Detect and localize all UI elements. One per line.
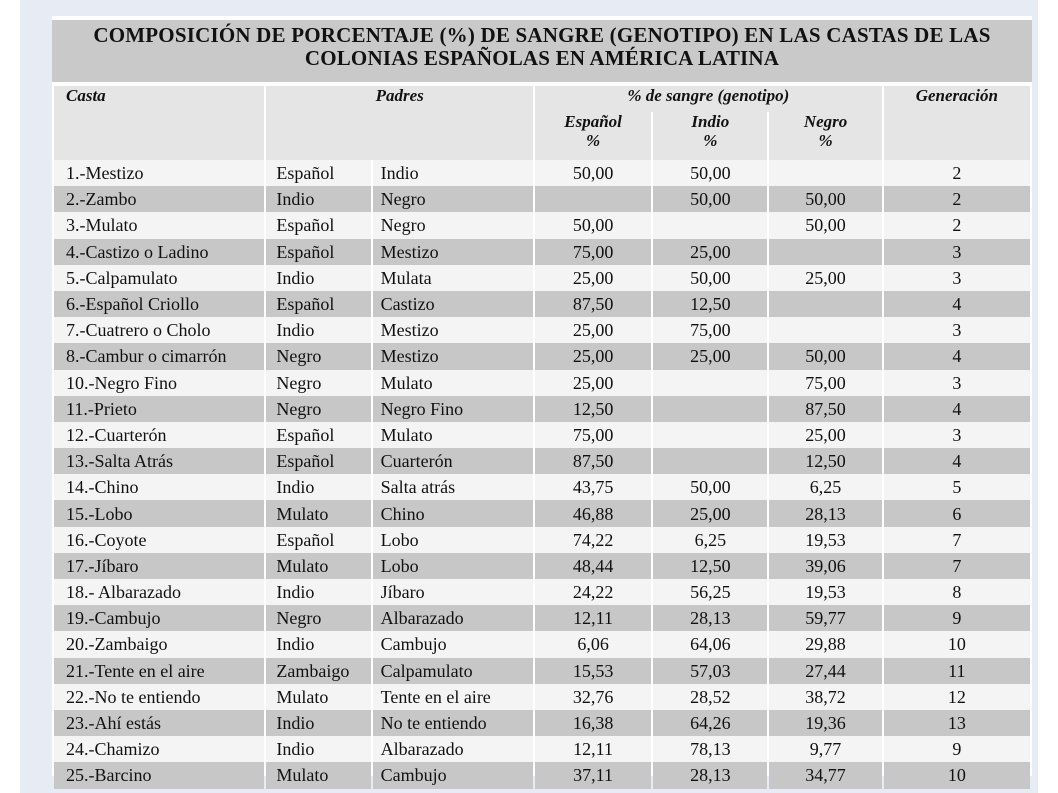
cell-negro-pct: 87,50 — [769, 396, 881, 422]
table-row — [54, 736, 1030, 762]
cell-casta: 13.-Salta Atrás — [54, 448, 264, 474]
cell-casta: 1.-Mestizo — [54, 160, 264, 186]
cell-padre-1: Español — [266, 291, 370, 317]
cell-casta: 24.-Chamizo — [54, 736, 264, 762]
cell-espanol-pct: 25,00 — [535, 370, 651, 396]
cell-espanol-pct: 87,50 — [535, 291, 651, 317]
header-espanol — [535, 112, 651, 160]
cell-indio-pct: 12,50 — [653, 553, 767, 579]
cell-casta: 19.-Cambujo — [54, 605, 264, 631]
cell-padre-2: Cambujo — [373, 631, 533, 657]
cell-espanol-pct: 37,11 — [535, 762, 651, 788]
cell-casta: 11.-Prieto — [54, 396, 264, 422]
cell-padre-2: Negro — [373, 212, 533, 238]
cell-espanol-pct: 32,76 — [535, 684, 651, 710]
cell-negro-pct: 6,25 — [769, 474, 881, 500]
cell-negro-pct: 27,44 — [769, 658, 881, 684]
cell-negro-pct: 59,77 — [769, 605, 881, 631]
cell-negro-pct — [769, 317, 881, 343]
table-row — [54, 396, 1030, 422]
cell-generacion: 4 — [884, 291, 1030, 317]
cell-indio-pct: 28,52 — [653, 684, 767, 710]
cell-padre-1: Zambaigo — [266, 658, 370, 684]
cell-padre-1: Español — [266, 422, 370, 448]
cell-padre-2: Lobo — [373, 553, 533, 579]
cell-espanol-pct: 25,00 — [535, 343, 651, 369]
header-indio-label: Indio — [691, 112, 730, 131]
cell-padre-2: Negro Fino — [373, 396, 533, 422]
cell-padre-2: Salta atrás — [373, 474, 533, 500]
cell-negro-pct: 25,00 — [769, 422, 881, 448]
cell-padre-2: Albarazado — [373, 736, 533, 762]
cell-padre-2: Mulato — [373, 422, 533, 448]
table-row — [54, 527, 1030, 553]
cell-generacion: 7 — [884, 527, 1030, 553]
cell-espanol-pct: 75,00 — [535, 422, 651, 448]
cell-padre-1: Español — [266, 527, 370, 553]
cell-espanol-pct: 6,06 — [535, 631, 651, 657]
header-generacion-blank — [884, 112, 1030, 160]
cell-generacion: 3 — [884, 370, 1030, 396]
cell-casta: 17.-Jíbaro — [54, 553, 264, 579]
header-casta: Casta — [54, 86, 264, 112]
header-espanol-pct: % — [586, 131, 601, 150]
table-row — [54, 160, 1030, 186]
cell-negro-pct: 34,77 — [769, 762, 881, 788]
cell-indio-pct: 57,03 — [653, 658, 767, 684]
cell-padre-1: Español — [266, 212, 370, 238]
cell-padre-1: Español — [266, 239, 370, 265]
cell-padre-2: Chino — [373, 500, 533, 526]
document-page — [52, 16, 1032, 786]
cell-negro-pct: 29,88 — [769, 631, 881, 657]
cell-indio-pct: 50,00 — [653, 160, 767, 186]
cell-espanol-pct: 25,00 — [535, 265, 651, 291]
cell-indio-pct: 78,13 — [653, 736, 767, 762]
cell-negro-pct: 39,06 — [769, 553, 881, 579]
cell-indio-pct — [653, 422, 767, 448]
cell-generacion: 8 — [884, 579, 1030, 605]
cell-padre-2: Cuarterón — [373, 448, 533, 474]
header-negro-label: Negro — [803, 112, 848, 131]
cell-padre-1: Mulato — [266, 500, 370, 526]
cell-generacion: 12 — [884, 684, 1030, 710]
cell-negro-pct: 19,53 — [769, 527, 881, 553]
cell-padre-2: Mulata — [373, 265, 533, 291]
cell-padre-1: Negro — [266, 343, 370, 369]
cell-negro-pct: 38,72 — [769, 684, 881, 710]
table-row — [54, 370, 1030, 396]
cell-padre-1: Indio — [266, 265, 370, 291]
header-padres: Padres — [266, 86, 533, 112]
cell-indio-pct: 25,00 — [653, 239, 767, 265]
cell-casta: 6.-Español Criollo — [54, 291, 264, 317]
header-negro — [769, 112, 881, 160]
table-row — [54, 448, 1030, 474]
cell-indio-pct — [653, 396, 767, 422]
cell-generacion: 7 — [884, 553, 1030, 579]
cell-negro-pct: 19,36 — [769, 710, 881, 736]
cell-espanol-pct: 12,11 — [535, 605, 651, 631]
cell-generacion: 10 — [884, 762, 1030, 788]
cell-casta: 22.-No te entiendo — [54, 684, 264, 710]
cell-casta: 8.-Cambur o cimarrón — [54, 343, 264, 369]
table-row — [54, 500, 1030, 526]
cell-indio-pct: 28,13 — [653, 605, 767, 631]
cell-espanol-pct: 46,88 — [535, 500, 651, 526]
table-row — [54, 186, 1030, 212]
cell-indio-pct: 50,00 — [653, 474, 767, 500]
cell-generacion: 2 — [884, 186, 1030, 212]
cell-casta: 5.-Calpamulato — [54, 265, 264, 291]
cell-generacion: 10 — [884, 631, 1030, 657]
table-title — [52, 20, 1032, 82]
cell-espanol-pct: 12,11 — [535, 736, 651, 762]
cell-padre-1: Indio — [266, 186, 370, 212]
cell-casta: 14.-Chino — [54, 474, 264, 500]
cell-indio-pct: 25,00 — [653, 500, 767, 526]
cell-espanol-pct: 48,44 — [535, 553, 651, 579]
cell-casta: 20.-Zambaigo — [54, 631, 264, 657]
header-row-2 — [54, 112, 1030, 160]
cell-negro-pct — [769, 239, 881, 265]
header-padres-blank — [266, 112, 533, 160]
cell-padre-1: Indio — [266, 710, 370, 736]
cell-indio-pct: 25,00 — [653, 343, 767, 369]
table-row — [54, 317, 1030, 343]
cell-casta: 18.- Albarazado — [54, 579, 264, 605]
header-indio-pct: % — [703, 131, 718, 150]
cell-padre-2: Mestizo — [373, 317, 533, 343]
cell-generacion: 3 — [884, 422, 1030, 448]
cell-negro-pct: 50,00 — [769, 186, 881, 212]
header-espanol-label: Español — [564, 112, 622, 131]
cell-generacion: 4 — [884, 448, 1030, 474]
cell-espanol-pct: 75,00 — [535, 239, 651, 265]
cell-padre-2: Cambujo — [373, 762, 533, 788]
cell-padre-1: Indio — [266, 579, 370, 605]
cell-padre-1: Negro — [266, 396, 370, 422]
cell-casta: 10.-Negro Fino — [54, 370, 264, 396]
cell-padre-1: Mulato — [266, 684, 370, 710]
cell-indio-pct: 50,00 — [653, 186, 767, 212]
cell-indio-pct: 50,00 — [653, 265, 767, 291]
cell-casta: 15.-Lobo — [54, 500, 264, 526]
cell-padre-2: Jíbaro — [373, 579, 533, 605]
cell-casta: 12.-Cuarterón — [54, 422, 264, 448]
cell-negro-pct: 50,00 — [769, 212, 881, 238]
cell-padre-1: Indio — [266, 736, 370, 762]
cell-generacion: 9 — [884, 736, 1030, 762]
cell-padre-1: Indio — [266, 474, 370, 500]
table-row — [54, 422, 1030, 448]
cell-negro-pct: 19,53 — [769, 579, 881, 605]
cell-espanol-pct: 12,50 — [535, 396, 651, 422]
cell-padre-1: Mulato — [266, 762, 370, 788]
cell-padre-1: Mulato — [266, 553, 370, 579]
table-row — [54, 265, 1030, 291]
cell-indio-pct — [653, 370, 767, 396]
table-row — [54, 343, 1030, 369]
caste-table — [52, 86, 1032, 789]
cell-negro-pct — [769, 291, 881, 317]
table-row — [54, 474, 1030, 500]
cell-generacion: 6 — [884, 500, 1030, 526]
cell-espanol-pct: 16,38 — [535, 710, 651, 736]
table-row — [54, 239, 1030, 265]
cell-negro-pct: 75,00 — [769, 370, 881, 396]
cell-padre-1: Español — [266, 448, 370, 474]
cell-espanol-pct: 24,22 — [535, 579, 651, 605]
cell-espanol-pct: 43,75 — [535, 474, 651, 500]
cell-espanol-pct — [535, 186, 651, 212]
cell-generacion: 11 — [884, 658, 1030, 684]
cell-indio-pct: 56,25 — [653, 579, 767, 605]
table-row — [54, 710, 1030, 736]
cell-casta: 21.-Tente en el aire — [54, 658, 264, 684]
cell-indio-pct: 75,00 — [653, 317, 767, 343]
cell-padre-2: Indio — [373, 160, 533, 186]
cell-generacion: 3 — [884, 317, 1030, 343]
header-generacion: Generación — [884, 86, 1030, 112]
cell-padre-2: No te entiendo — [373, 710, 533, 736]
cell-indio-pct: 28,13 — [653, 762, 767, 788]
cell-indio-pct: 12,50 — [653, 291, 767, 317]
table-row — [54, 684, 1030, 710]
cell-casta: 16.-Coyote — [54, 527, 264, 553]
table-row — [54, 605, 1030, 631]
cell-indio-pct: 64,06 — [653, 631, 767, 657]
cell-generacion: 2 — [884, 160, 1030, 186]
table-row — [54, 212, 1030, 238]
cell-padre-1: Indio — [266, 317, 370, 343]
cell-indio-pct — [653, 212, 767, 238]
cell-negro-pct — [769, 160, 881, 186]
cell-casta: 7.-Cuatrero o Cholo — [54, 317, 264, 343]
table-row — [54, 762, 1030, 788]
title-line-1: COMPOSICIÓN DE PORCENTAJE (%) DE SANGRE (GENOTIPO) EN LAS CASTAS DE LAS — [93, 23, 991, 47]
cell-negro-pct: 50,00 — [769, 343, 881, 369]
cell-padre-1: Indio — [266, 631, 370, 657]
cell-espanol-pct: 15,53 — [535, 658, 651, 684]
header-casta-blank — [54, 112, 264, 160]
cell-espanol-pct: 74,22 — [535, 527, 651, 553]
table-row — [54, 579, 1030, 605]
cell-padre-2: Calpamulato — [373, 658, 533, 684]
cell-padre-1: Negro — [266, 370, 370, 396]
header-row-1 — [54, 86, 1030, 112]
table-row — [54, 658, 1030, 684]
cell-indio-pct: 64,26 — [653, 710, 767, 736]
cell-padre-2: Lobo — [373, 527, 533, 553]
cell-espanol-pct: 50,00 — [535, 212, 651, 238]
header-pct-sangre: % de sangre (genotipo) — [535, 86, 882, 112]
cell-padre-1: Español — [266, 160, 370, 186]
cell-padre-2: Mestizo — [373, 343, 533, 369]
cell-padre-2: Albarazado — [373, 605, 533, 631]
cell-padre-2: Mestizo — [373, 239, 533, 265]
cell-casta: 25.-Barcino — [54, 762, 264, 788]
cell-espanol-pct: 50,00 — [535, 160, 651, 186]
cell-negro-pct: 25,00 — [769, 265, 881, 291]
cell-negro-pct: 28,13 — [769, 500, 881, 526]
document-viewer-frame — [20, 0, 1038, 793]
cell-generacion: 9 — [884, 605, 1030, 631]
cell-casta: 2.-Zambo — [54, 186, 264, 212]
cell-padre-2: Castizo — [373, 291, 533, 317]
table-row — [54, 291, 1030, 317]
header-negro-pct: % — [818, 131, 833, 150]
cell-generacion: 2 — [884, 212, 1030, 238]
cell-espanol-pct: 87,50 — [535, 448, 651, 474]
cell-generacion: 3 — [884, 239, 1030, 265]
table-row — [54, 631, 1030, 657]
cell-negro-pct: 9,77 — [769, 736, 881, 762]
cell-padre-1: Negro — [266, 605, 370, 631]
cell-espanol-pct: 25,00 — [535, 317, 651, 343]
cell-casta: 23.-Ahí estás — [54, 710, 264, 736]
cell-padre-2: Mulato — [373, 370, 533, 396]
cell-indio-pct: 6,25 — [653, 527, 767, 553]
cell-generacion: 5 — [884, 474, 1030, 500]
cell-negro-pct: 12,50 — [769, 448, 881, 474]
cell-generacion: 4 — [884, 396, 1030, 422]
cell-casta: 3.-Mulato — [54, 212, 264, 238]
header-indio — [653, 112, 767, 160]
cell-indio-pct — [653, 448, 767, 474]
title-line-2: COLONIAS ESPAÑOLAS EN AMÉRICA LATINA — [304, 46, 780, 70]
cell-padre-2: Negro — [373, 186, 533, 212]
table-row — [54, 553, 1030, 579]
cell-generacion: 3 — [884, 265, 1030, 291]
cell-generacion: 4 — [884, 343, 1030, 369]
cell-padre-2: Tente en el aire — [373, 684, 533, 710]
cell-casta: 4.-Castizo o Ladino — [54, 239, 264, 265]
cell-generacion: 13 — [884, 710, 1030, 736]
